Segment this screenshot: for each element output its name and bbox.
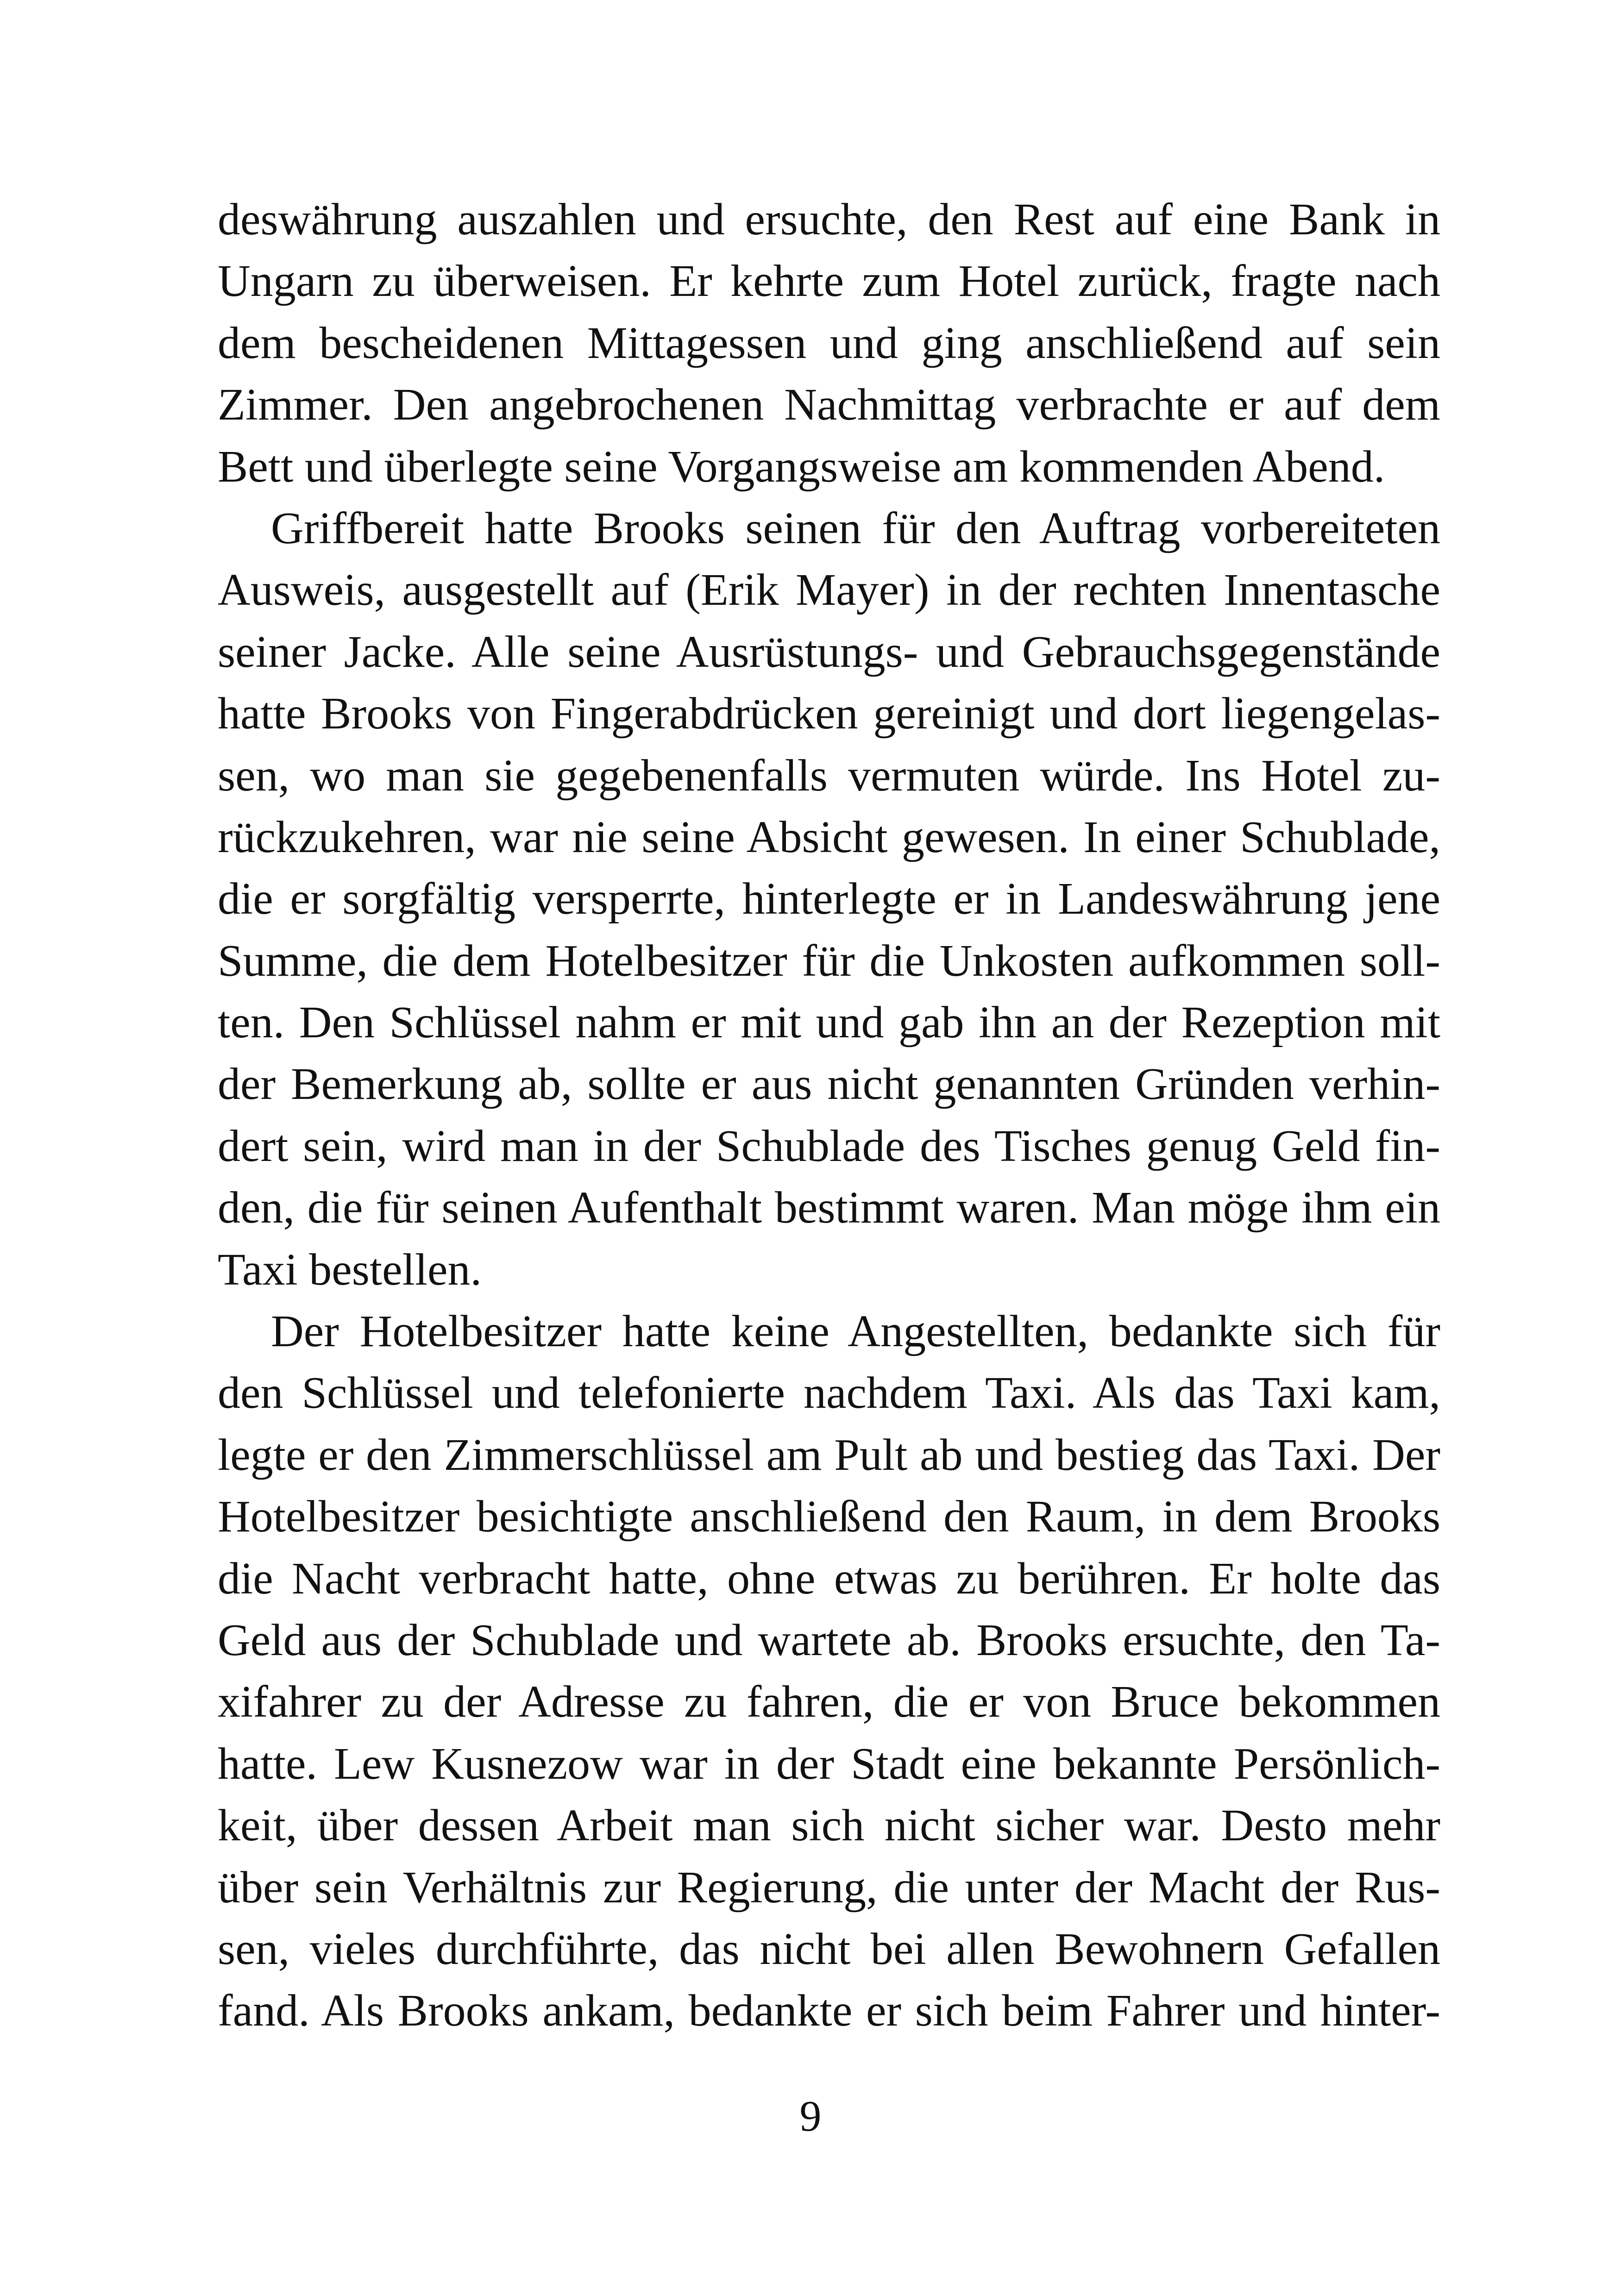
text-line: Taxi bestellen.	[218, 1244, 482, 1295]
text-line: sen, wo man sie gegebenenfalls vermuten würde. Ins Hotel zu-	[218, 750, 1440, 801]
text-line: hatte. Lew Kusnezow war in der Stadt eine bekannte Persönlich-	[218, 1738, 1440, 1789]
text-line: seiner Jacke. Alle seine Ausrüstungs- und Gebrauchsgegenstände	[218, 627, 1440, 677]
body-text	[218, 189, 1440, 2042]
paragraph-first-line: Griffbereit hatte Brooks seinen für den Auftrag vorbereiteten	[271, 503, 1440, 553]
text-line: Summe, die dem Hotelbesitzer für die Unkosten aufkommen soll-	[218, 935, 1440, 986]
text-line: sen, vieles durchführte, das nicht bei allen Bewohnern Gefallen	[218, 1924, 1440, 1974]
paragraph-first-line: Der Hotelbesitzer hatte keine Angestellten, bedankte sich für	[271, 1306, 1440, 1357]
text-line: Ungarn zu überweisen. Er kehrte zum Hotel zurück, fragte nach	[218, 256, 1440, 307]
text-line: dert sein, wird man in der Schublade des Tisches genug Geld fin-	[218, 1121, 1440, 1171]
text-line: Ausweis, ausgestellt auf (Erik Mayer) in der rechten Innentasche	[218, 565, 1440, 615]
text-line: deswährung auszahlen und ersuchte, den Rest auf eine Bank in	[218, 194, 1440, 245]
text-line: der Bemerkung ab, sollte er aus nicht genannten Gründen verhin-	[218, 1059, 1440, 1110]
text-line: ten. Den Schlüssel nahm er mit und gab ihn an der Rezeption mit	[218, 997, 1440, 1048]
text-line: die er sorgfältig versperrte, hinterlegte er in Landeswährung jene	[218, 874, 1440, 924]
text-line: fand. Als Brooks ankam, bedankte er sich beim Fahrer und hinter-	[218, 1986, 1440, 2036]
text-line: rückzukehren, war nie seine Absicht gewesen. In einer Schublade,	[218, 812, 1440, 862]
text-line: xifahrer zu der Adresse zu fahren, die er von Bruce bekommen	[218, 1677, 1440, 1727]
page-number: 9	[799, 2092, 822, 2140]
text-line: Zimmer. Den angebrochenen Nachmittag verbrachte er auf dem	[218, 380, 1440, 430]
text-line: Bett und überlegte seine Vorgangsweise am kommenden Abend.	[218, 441, 1385, 492]
text-line: keit, über dessen Arbeit man sich nicht sicher war. Desto mehr	[218, 1800, 1440, 1851]
text-line: über sein Verhältnis zur Regierung, die unter der Macht der Rus-	[218, 1862, 1440, 1913]
text-line: den Schlüssel und telefonierte nachdem Taxi. Als das Taxi kam,	[218, 1368, 1440, 1418]
text-line: legte er den Zimmerschlüssel am Pult ab und bestieg das Taxi. Der	[218, 1430, 1440, 1480]
text-line: den, die für seinen Aufenthalt bestimmt waren. Man möge ihm ein	[218, 1183, 1440, 1233]
text-line: dem bescheidenen Mittagessen und ging anschließend auf sein	[218, 318, 1440, 368]
text-line: hatte Brooks von Fingerabdrücken gereinigt und dort liegengelas-	[218, 689, 1440, 739]
text-line: Hotelbesitzer besichtigte anschließend den Raum, in dem Brooks	[218, 1492, 1440, 1542]
text-line: die Nacht verbracht hatte, ohne etwas zu berühren. Er holte das	[218, 1553, 1440, 1604]
text-line: Geld aus der Schublade und wartete ab. Brooks ersuchte, den Ta-	[218, 1615, 1440, 1665]
